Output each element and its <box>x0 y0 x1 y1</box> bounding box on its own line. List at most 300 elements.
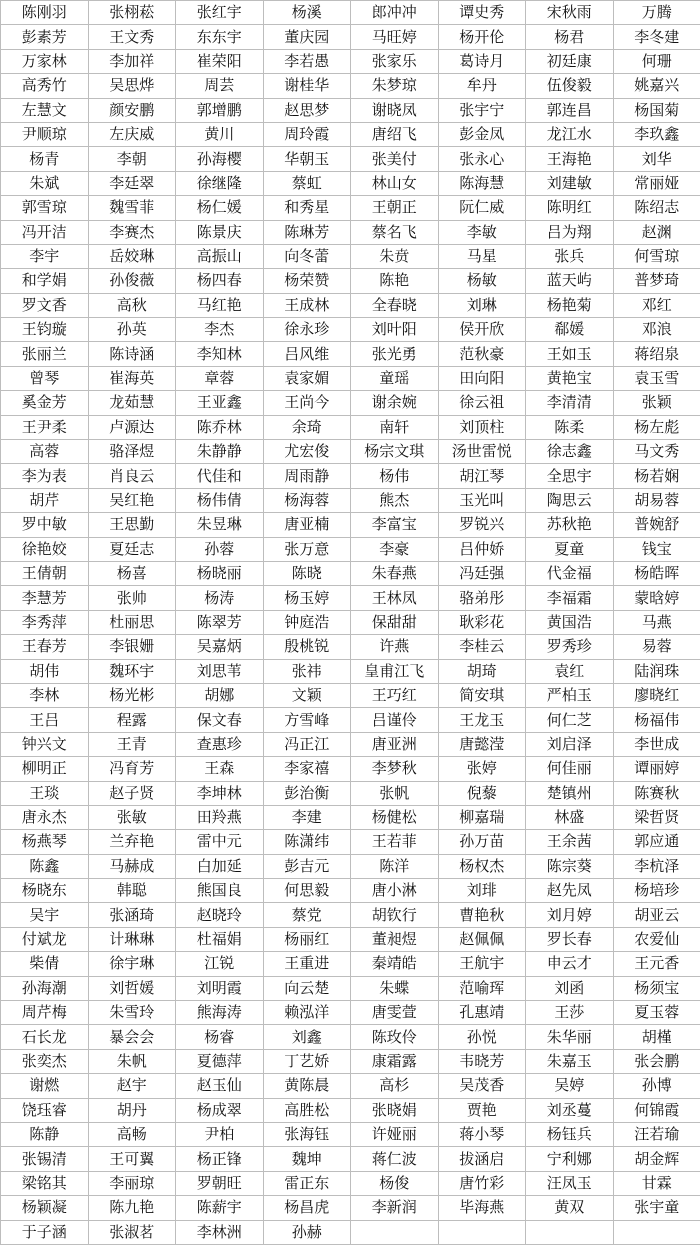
name-cell: 陈诗涵 <box>88 342 176 366</box>
name-cell: 王龙玉 <box>438 708 526 732</box>
name-cell: 冯廷强 <box>438 561 526 585</box>
table-row <box>1 1220 700 1244</box>
table-row <box>1 196 700 220</box>
name-cell: 杨仁媛 <box>176 196 264 220</box>
name-cell: 夏德萍 <box>176 1049 264 1073</box>
name-cell: 周玲霞 <box>263 122 351 146</box>
name-cell: 李豪 <box>351 537 439 561</box>
name-cell: 倪藜 <box>438 781 526 805</box>
name-cell: 常丽娅 <box>613 171 700 195</box>
name-cell: 郭雪琼 <box>1 196 89 220</box>
name-cell: 向冬蕾 <box>263 244 351 268</box>
name-cell: 孔惠靖 <box>438 1001 526 1025</box>
name-cell: 郭连昌 <box>526 98 614 122</box>
name-cell: 李朝 <box>88 147 176 171</box>
name-cell: 何佳丽 <box>526 757 614 781</box>
name-cell: 许娅丽 <box>351 1122 439 1146</box>
name-cell: 杨君 <box>526 25 614 49</box>
name-cell: 胡江琴 <box>438 464 526 488</box>
name-cell: 杨喜 <box>88 561 176 585</box>
name-cell: 蒙晗婷 <box>613 586 700 610</box>
table-row <box>1 732 700 756</box>
name-cell: 王可翼 <box>88 1147 176 1171</box>
table-row <box>1 391 700 415</box>
name-cell: 陈宗葵 <box>526 854 614 878</box>
name-cell: 唐亚楠 <box>263 513 351 537</box>
name-cell: 陈九艳 <box>88 1196 176 1220</box>
name-cell: 田向阳 <box>438 366 526 390</box>
name-cell: 罗秀珍 <box>526 635 614 659</box>
name-cell: 陈海慧 <box>438 171 526 195</box>
name-cell: 王尹柔 <box>1 415 89 439</box>
name-cell: 杨四春 <box>176 269 264 293</box>
name-cell: 梁哲贤 <box>613 805 700 829</box>
name-cell: 杨宗文琪 <box>351 440 439 464</box>
name-cell: 刘叶阳 <box>351 318 439 342</box>
name-cell: 田羚燕 <box>176 805 264 829</box>
name-cell: 柴倩 <box>1 952 89 976</box>
name-cell: 王重进 <box>263 952 351 976</box>
table-row <box>1 903 700 927</box>
name-cell: 张美付 <box>351 147 439 171</box>
name-cell: 张家乐 <box>351 49 439 73</box>
name-cell: 普婉舒 <box>613 513 700 537</box>
name-cell: 李林 <box>1 683 89 707</box>
name-cell: 徐志鑫 <box>526 440 614 464</box>
name-cell: 杨伟 <box>351 464 439 488</box>
name-cell: 申云才 <box>526 952 614 976</box>
name-cell: 吴红艳 <box>88 488 176 512</box>
name-cell: 吕为翔 <box>526 220 614 244</box>
name-cell: 高振山 <box>176 244 264 268</box>
name-cell: 杨睿 <box>176 1025 264 1049</box>
name-cell: 杨溪 <box>263 1 351 25</box>
name-cell: 孙赫 <box>263 1220 351 1244</box>
name-cell: 张栩菘 <box>88 1 176 25</box>
name-cell: 王青 <box>88 732 176 756</box>
table-row <box>1 293 700 317</box>
table-row <box>1 318 700 342</box>
name-cell: 高秀竹 <box>1 74 89 98</box>
name-cell: 李冬建 <box>613 25 700 49</box>
name-cell: 何珊 <box>613 49 700 73</box>
name-cell: 李林洲 <box>176 1220 264 1244</box>
name-cell: 陈薪宇 <box>176 1196 264 1220</box>
name-cell: 赵宇 <box>88 1074 176 1098</box>
name-cell: 夏玉蓉 <box>613 1001 700 1025</box>
name-cell: 龙茹慧 <box>88 391 176 415</box>
name-cell: 王尚今 <box>263 391 351 415</box>
name-cell: 张涵琦 <box>88 903 176 927</box>
name-cell: 肖良云 <box>88 464 176 488</box>
name-cell: 唐亚洲 <box>351 732 439 756</box>
name-cell <box>613 1220 700 1244</box>
name-cell: 冯育芳 <box>88 757 176 781</box>
name-cell: 胡钦行 <box>351 903 439 927</box>
table-row <box>1 635 700 659</box>
name-cell: 陈明红 <box>526 196 614 220</box>
name-cell: 李加祥 <box>88 49 176 73</box>
table-row <box>1 147 700 171</box>
name-cell: 牟丹 <box>438 74 526 98</box>
name-cell: 李杰 <box>176 318 264 342</box>
name-cell: 蓝天屿 <box>526 269 614 293</box>
name-cell: 普梦琦 <box>613 269 700 293</box>
name-cell: 朱蝶 <box>351 976 439 1000</box>
name-cell: 杨若娴 <box>613 464 700 488</box>
name-cell: 谢燃 <box>1 1074 89 1098</box>
table-row <box>1 952 700 976</box>
name-cell: 张帅 <box>88 586 176 610</box>
name-cell: 王余茜 <box>526 830 614 854</box>
name-cell: 黄川 <box>176 122 264 146</box>
table-row <box>1 976 700 1000</box>
name-cell: 刘顶柱 <box>438 415 526 439</box>
name-cell: 刘月婷 <box>526 903 614 927</box>
name-cell: 岳姣琳 <box>88 244 176 268</box>
name-cell <box>526 1220 614 1244</box>
name-cell: 张淑茗 <box>88 1220 176 1244</box>
name-cell: 王森 <box>176 757 264 781</box>
name-cell: 朱斌 <box>1 171 89 195</box>
name-cell: 杨光彬 <box>88 683 176 707</box>
name-cell: 刘启泽 <box>526 732 614 756</box>
table-row <box>1 1001 700 1025</box>
name-cell: 杨左彪 <box>613 415 700 439</box>
name-cell: 王琰 <box>1 781 89 805</box>
name-cell: 康霜露 <box>351 1049 439 1073</box>
name-cell: 李廷翠 <box>88 171 176 195</box>
name-cell: 李家禧 <box>263 757 351 781</box>
name-cell: 陈翠芳 <box>176 610 264 634</box>
name-cell: 韩聪 <box>88 879 176 903</box>
name-cell: 付斌龙 <box>1 927 89 951</box>
name-cell: 杨晓丽 <box>176 561 264 585</box>
name-cell: 邓红 <box>613 293 700 317</box>
name-cell: 杨国菊 <box>613 98 700 122</box>
name-cell: 蒋仁波 <box>351 1147 439 1171</box>
name-cell: 袁家媚 <box>263 366 351 390</box>
name-cell: 刘琲 <box>438 879 526 903</box>
name-cell: 万家林 <box>1 49 89 73</box>
name-cell: 李知林 <box>176 342 264 366</box>
name-cell: 李玖鑫 <box>613 122 700 146</box>
name-cell: 胡芹 <box>1 488 89 512</box>
table-row <box>1 1147 700 1171</box>
name-cell: 李富宝 <box>351 513 439 537</box>
name-cell: 保甜甜 <box>351 610 439 634</box>
name-cell: 耿彩花 <box>438 610 526 634</box>
table-row <box>1 781 700 805</box>
name-cell: 袁玉雪 <box>613 366 700 390</box>
name-cell: 黄陈晨 <box>263 1074 351 1098</box>
table-row <box>1 854 700 878</box>
table-row <box>1 488 700 512</box>
name-cell: 罗长春 <box>526 927 614 951</box>
name-cell: 何思毅 <box>263 879 351 903</box>
name-cell: 宁利娜 <box>526 1147 614 1171</box>
name-cell: 全春晓 <box>351 293 439 317</box>
name-cell: 张颖 <box>613 391 700 415</box>
name-cell: 刘鑫 <box>263 1025 351 1049</box>
name-cell: 拔涵启 <box>438 1147 526 1171</box>
name-cell: 贾艳 <box>438 1098 526 1122</box>
name-cell: 韦晓芳 <box>438 1049 526 1073</box>
name-cell: 唐小淋 <box>351 879 439 903</box>
name-cell: 王若菲 <box>351 830 439 854</box>
name-cell: 朱贲 <box>351 244 439 268</box>
name-cell: 杨正锋 <box>176 1147 264 1171</box>
table-row <box>1 1049 700 1073</box>
name-cell: 陈洋 <box>351 854 439 878</box>
name-cell: 范秋豪 <box>438 342 526 366</box>
name-cell: 葛诗月 <box>438 49 526 73</box>
name-cell: 杨艳菊 <box>526 293 614 317</box>
name-cell: 熊国良 <box>176 879 264 903</box>
name-cell: 钟庭浩 <box>263 610 351 634</box>
name-cell: 雷正东 <box>263 1171 351 1195</box>
name-cell: 严柏玉 <box>526 683 614 707</box>
name-cell: 刘华 <box>613 147 700 171</box>
name-cell: 冯正江 <box>263 732 351 756</box>
table-row <box>1 1196 700 1220</box>
name-cell: 罗锐兴 <box>438 513 526 537</box>
table-row <box>1 879 700 903</box>
name-cell: 罗中敏 <box>1 513 89 537</box>
table-row <box>1 74 700 98</box>
name-cell: 王巧红 <box>351 683 439 707</box>
name-cell: 张晓娟 <box>351 1098 439 1122</box>
name-cell: 卢源达 <box>88 415 176 439</box>
name-cell: 李敏 <box>438 220 526 244</box>
table-row <box>1 269 700 293</box>
name-cell: 朱梦琼 <box>351 74 439 98</box>
name-cell: 暴会会 <box>88 1025 176 1049</box>
table-row <box>1 464 700 488</box>
table-row <box>1 342 700 366</box>
name-cell: 于子涵 <box>1 1220 89 1244</box>
name-cell: 董庆园 <box>263 25 351 49</box>
name-cell: 苏秋艳 <box>526 513 614 537</box>
name-cell: 陈琳芳 <box>263 220 351 244</box>
name-cell: 杨涛 <box>176 586 264 610</box>
table-row <box>1 220 700 244</box>
name-cell: 陶思云 <box>526 488 614 512</box>
name-cell: 张祎 <box>263 659 351 683</box>
name-cell: 左慧文 <box>1 98 89 122</box>
name-cell: 罗朝旺 <box>176 1171 264 1195</box>
name-cell: 张奕杰 <box>1 1049 89 1073</box>
name-cell <box>438 1220 526 1244</box>
name-cell: 赖泓洋 <box>263 1001 351 1025</box>
name-cell: 姚嘉兴 <box>613 74 700 98</box>
name-cell: 程露 <box>88 708 176 732</box>
name-cell: 郭应通 <box>613 830 700 854</box>
name-cell: 高秋 <box>88 293 176 317</box>
table-row <box>1 440 700 464</box>
name-cell: 朱昱琳 <box>176 513 264 537</box>
name-cell: 阮仁威 <box>438 196 526 220</box>
name-cell: 郎冲冲 <box>351 1 439 25</box>
name-cell: 赵玉仙 <box>176 1074 264 1098</box>
name-cell: 张帆 <box>351 781 439 805</box>
name-cell: 华朝玉 <box>263 147 351 171</box>
name-cell: 林山女 <box>351 171 439 195</box>
name-cell: 何雪琼 <box>613 244 700 268</box>
name-cell: 唐竹彩 <box>438 1171 526 1195</box>
name-cell: 杨培珍 <box>613 879 700 903</box>
table-row <box>1 122 700 146</box>
name-cell: 白加延 <box>176 854 264 878</box>
name-cell: 杨皓晖 <box>613 561 700 585</box>
name-cell: 余琦 <box>263 415 351 439</box>
name-cell: 查惠珍 <box>176 732 264 756</box>
name-cell: 吕仲娇 <box>438 537 526 561</box>
name-cell: 彭金凤 <box>438 122 526 146</box>
name-cell: 何锦霞 <box>613 1098 700 1122</box>
name-cell: 胡琦 <box>438 659 526 683</box>
name-cell: 尹顺琼 <box>1 122 89 146</box>
name-cell: 吴嘉炳 <box>176 635 264 659</box>
name-cell: 何仁芝 <box>526 708 614 732</box>
name-cell: 朱帆 <box>88 1049 176 1073</box>
name-cell: 陆润珠 <box>613 659 700 683</box>
name-cell: 高畅 <box>88 1122 176 1146</box>
name-cell: 袁红 <box>526 659 614 683</box>
name-cell: 徐云祖 <box>438 391 526 415</box>
name-cell: 杨俊 <box>351 1171 439 1195</box>
name-cell: 刘函 <box>526 976 614 1000</box>
name-cell: 杨青 <box>1 147 89 171</box>
name-cell: 徐艳姣 <box>1 537 89 561</box>
name-cell: 李福霜 <box>526 586 614 610</box>
grid-body <box>1 1 700 1245</box>
name-cell: 蒋绍泉 <box>613 342 700 366</box>
name-cell: 邓浪 <box>613 318 700 342</box>
name-cell: 和学娟 <box>1 269 89 293</box>
name-cell: 彭素芳 <box>1 25 89 49</box>
name-cell: 王海艳 <box>526 147 614 171</box>
name-cell: 章蓉 <box>176 366 264 390</box>
name-cell: 王林凤 <box>351 586 439 610</box>
name-cell: 马燕 <box>613 610 700 634</box>
name-cell: 雷中元 <box>176 830 264 854</box>
name-cell: 胡娜 <box>176 683 264 707</box>
name-cell: 尹柏 <box>176 1122 264 1146</box>
name-cell: 朱华丽 <box>526 1025 614 1049</box>
name-cell: 曹艳秋 <box>438 903 526 927</box>
name-cell: 张会鹏 <box>613 1049 700 1073</box>
name-cell: 范喻珲 <box>438 976 526 1000</box>
table-row <box>1 1074 700 1098</box>
name-cell: 钱宝 <box>613 537 700 561</box>
name-cell: 蔡虹 <box>263 171 351 195</box>
name-cell: 王航宇 <box>438 952 526 976</box>
name-cell: 计琳琳 <box>88 927 176 951</box>
name-cell: 徐永珍 <box>263 318 351 342</box>
name-cell: 陈玫伶 <box>351 1025 439 1049</box>
name-cell: 杨须宝 <box>613 976 700 1000</box>
table-row <box>1 659 700 683</box>
name-cell: 饶珏睿 <box>1 1098 89 1122</box>
name-cell: 杨开伦 <box>438 25 526 49</box>
name-cell: 代金福 <box>526 561 614 585</box>
name-cell: 杨颖凝 <box>1 1196 89 1220</box>
name-cell: 彭吉元 <box>263 854 351 878</box>
name-cell: 陈刚羽 <box>1 1 89 25</box>
name-cell: 胡丹 <box>88 1098 176 1122</box>
name-cell: 朱春燕 <box>351 561 439 585</box>
name-cell: 马星 <box>438 244 526 268</box>
name-cell: 玉光叫 <box>438 488 526 512</box>
name-cell: 尤宏俊 <box>263 440 351 464</box>
name-cell: 张婷 <box>438 757 526 781</box>
name-cell: 张兵 <box>526 244 614 268</box>
name-cell: 杨伟倩 <box>176 488 264 512</box>
name-cell: 南轩 <box>351 415 439 439</box>
name-cell: 奚金芳 <box>1 391 89 415</box>
name-cell: 赵思梦 <box>263 98 351 122</box>
name-cell: 孙万苗 <box>438 830 526 854</box>
name-cell: 张红宇 <box>176 1 264 25</box>
name-cell: 廖晓红 <box>613 683 700 707</box>
table-row <box>1 366 700 390</box>
name-cell: 唐雯萱 <box>351 1001 439 1025</box>
table-row <box>1 1122 700 1146</box>
name-cell: 杨燕琴 <box>1 830 89 854</box>
name-cell: 杨昌虎 <box>263 1196 351 1220</box>
name-cell: 王莎 <box>526 1001 614 1025</box>
name-cell: 周芹梅 <box>1 1001 89 1025</box>
name-cell: 赵子贤 <box>88 781 176 805</box>
name-cell: 刘丞蔓 <box>526 1098 614 1122</box>
name-cell: 杨丽红 <box>263 927 351 951</box>
name-cell: 马红艳 <box>176 293 264 317</box>
name-cell: 李清清 <box>526 391 614 415</box>
name-cell: 王倩朝 <box>1 561 89 585</box>
name-cell: 龙江水 <box>526 122 614 146</box>
name-cell: 汪若瑜 <box>613 1122 700 1146</box>
name-cell: 杨健松 <box>351 805 439 829</box>
table-row <box>1 586 700 610</box>
name-cell: 谭史秀 <box>438 1 526 25</box>
name-cell: 李若愚 <box>263 49 351 73</box>
name-cell: 李秀萍 <box>1 610 89 634</box>
name-cell: 石长龙 <box>1 1025 89 1049</box>
name-cell: 郭增鹏 <box>176 98 264 122</box>
name-cell: 杨福伟 <box>613 708 700 732</box>
name-cell: 王文秀 <box>88 25 176 49</box>
name-cell: 张海钰 <box>263 1122 351 1146</box>
name-cell: 陈景庆 <box>176 220 264 244</box>
name-cell: 唐永杰 <box>1 805 89 829</box>
name-cell: 皇甫江飞 <box>351 659 439 683</box>
table-row <box>1 610 700 634</box>
name-cell: 王如玉 <box>526 342 614 366</box>
name-cell: 蔡名飞 <box>351 220 439 244</box>
name-cell: 陈鑫 <box>1 854 89 878</box>
name-cell: 张宇宁 <box>438 98 526 122</box>
table-row <box>1 1 700 25</box>
name-cell: 马赫成 <box>88 854 176 878</box>
name-cell: 陈潇纬 <box>263 830 351 854</box>
name-cell: 钟兴文 <box>1 732 89 756</box>
name-cell: 杜丽思 <box>88 610 176 634</box>
name-cell: 秦靖皓 <box>351 952 439 976</box>
name-cell: 胡亚云 <box>613 903 700 927</box>
name-cell: 孙悦 <box>438 1025 526 1049</box>
name-cell: 李坤林 <box>176 781 264 805</box>
